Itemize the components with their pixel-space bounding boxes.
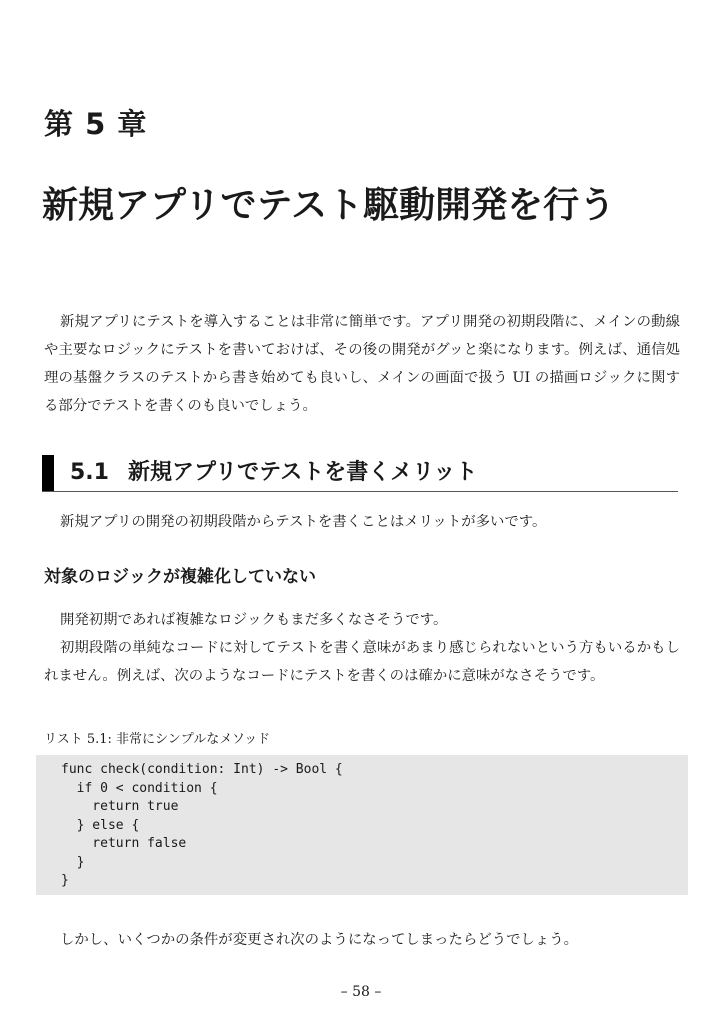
code-line: func check(condition: Int) -> Bool { bbox=[61, 762, 343, 777]
page-number: – 58 – bbox=[340, 984, 382, 1000]
section-title: 新規アプリでテストを書くメリット bbox=[128, 460, 478, 485]
code-listing bbox=[36, 755, 688, 895]
subsection-paragraph-2: 初期段階の単純なコードに対してテストを書く意味があまり感じられないという方もいるかもしれません。例えば、次のようなコードにテストを書くのは確かに意味がなさそうです。 bbox=[44, 640, 680, 684]
subsection-title: 対象のロジックが複雑化していない bbox=[44, 567, 316, 587]
intro-paragraph: 新規アプリにテストを導入することは非常に簡単です。アプリ開発の初期段階に、メインの動線や主要なロジックにテストを書いておけば、その後の開発がグッと楽になります。例えば、通信処理の基盤クラスのテストから書き始めても良いし、メインの画面で扱う UI の描画ロジックに関する部分でテストを書くのも良いでしょう。 bbox=[44, 314, 680, 414]
section-marker-bar bbox=[42, 455, 54, 491]
chapter-label: 第 5 章 bbox=[44, 107, 148, 141]
listing-caption: リスト 5.1: 非常にシンプルなメソッド bbox=[44, 732, 271, 747]
chapter-title: 新規アプリでテスト駆動開発を行う bbox=[42, 185, 616, 226]
code-line: return false bbox=[61, 836, 187, 851]
code-line: return true bbox=[61, 799, 179, 814]
section-number: 5.1 bbox=[70, 460, 109, 485]
code-line: if 0 < condition { bbox=[61, 780, 218, 796]
subsection-paragraph-1: 開発初期であれば複雑なロジックもまだ多くなさそうです。 bbox=[60, 612, 448, 628]
section-intro-paragraph: 新規アプリの開発の初期段階からテストを書くことはメリットが多いです。 bbox=[60, 514, 547, 530]
code-line: } bbox=[61, 854, 85, 870]
code-line: } else { bbox=[61, 817, 140, 833]
closing-paragraph: しかし、いくつかの条件が変更され次のようになってしまったらどうでしょう。 bbox=[60, 932, 579, 948]
code-line: } bbox=[61, 873, 69, 888]
section-heading bbox=[42, 455, 678, 492]
